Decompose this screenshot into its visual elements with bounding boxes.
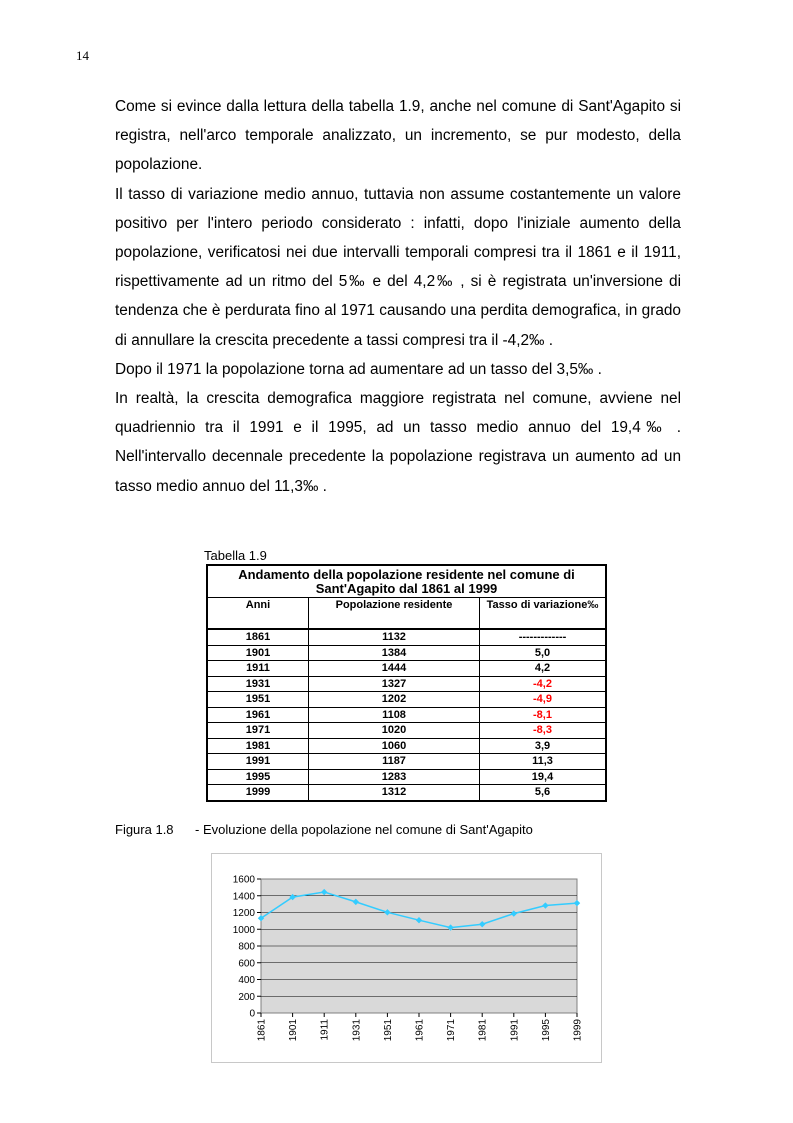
cell-anni: 1911 [207, 661, 309, 677]
x-tick-label: 1911 [319, 1019, 331, 1041]
y-tick-label: 400 [238, 975, 255, 986]
y-tick-label: 200 [238, 991, 255, 1003]
cell-anni: 1951 [207, 692, 309, 708]
figure-title: - Evoluzione della popolazione nel comune di Sant'Agapito [195, 822, 533, 837]
cell-tasso: -8,1 [480, 707, 607, 723]
cell-tasso: 4,2 [480, 661, 607, 677]
table-row [207, 661, 606, 677]
cell-anni: 1991 [207, 754, 309, 770]
table-row [207, 645, 606, 661]
paragraph: Come si evince dalla lettura della tabella 1.9, anche nel comune di Sant'Agapito si registra, nell'arco temporale analizzato, un incremento, se pur modesto, della popolazione. [115, 98, 681, 174]
table-row [207, 738, 606, 754]
y-tick-label: 1400 [232, 891, 255, 903]
cell-popolazione: 1020 [309, 723, 480, 739]
x-tick-label: 1999 [572, 1019, 584, 1042]
x-tick-label: 1931 [351, 1019, 363, 1042]
table-row [207, 692, 606, 708]
cell-tasso: -8,3 [480, 723, 607, 739]
cell-popolazione: 1384 [309, 645, 480, 661]
y-tick-label: 600 [238, 958, 255, 970]
chart-frame [211, 853, 602, 1063]
cell-anni: 1901 [207, 645, 309, 661]
x-tick-label: 1991 [509, 1019, 521, 1042]
cell-anni: 1971 [207, 723, 309, 739]
cell-tasso: 3,9 [480, 738, 607, 754]
cell-anni: 1931 [207, 676, 309, 692]
table-row [207, 676, 606, 692]
cell-anni: 1981 [207, 738, 309, 754]
x-tick-label: 1971 [446, 1019, 458, 1042]
table-caption: Tabella 1.9 [204, 548, 267, 563]
y-tick-label: 1200 [232, 908, 255, 919]
cell-anni: 1995 [207, 769, 309, 785]
cell-tasso: ------------- [480, 629, 607, 645]
cell-popolazione: 1312 [309, 785, 480, 801]
cell-popolazione: 1108 [309, 707, 480, 723]
column-header-popolazione: Popolazione residente [309, 598, 480, 630]
x-tick-label: 1901 [288, 1019, 300, 1042]
cell-tasso: 11,3 [480, 754, 607, 770]
cell-tasso: 5,0 [480, 645, 607, 661]
cell-popolazione: 1187 [309, 754, 480, 770]
cell-popolazione: 1283 [309, 769, 480, 785]
table-title: Andamento della popolazione residente nel comune di Sant'Agapito dal 1861 al 1999 [207, 565, 606, 598]
x-tick-label: 1981 [477, 1019, 489, 1042]
population-table [206, 564, 607, 802]
cell-popolazione: 1060 [309, 738, 480, 754]
paragraph: Il tasso di variazione medio annuo, tuttavia non assume costantemente un valore positivo per l'intero periodo considerato : infatti, dopo l'iniziale aumento della popolazione, verificatosi nei due intervalli temporali compresi tra il 1861 e il 1911, rispettivamente ad un ritmo del 5‰ e del 4,2‰ , si è registrata un'inversione di tendenza che è perdurata fino al 1971 causando una perdita demografica, in grado di annullare la crescita precedente a tassi compresi tra il -4,2‰ . [115, 185, 681, 349]
x-tick-label: 1861 [256, 1019, 268, 1042]
x-tick-label: 1951 [382, 1019, 394, 1042]
population-line-chart [212, 854, 601, 1062]
figure-caption [115, 822, 533, 837]
x-tick-label: 1995 [540, 1019, 552, 1042]
body-text [115, 92, 681, 501]
y-tick-label: 0 [249, 1008, 255, 1020]
table-row [207, 629, 606, 645]
table-row [207, 754, 606, 770]
paragraph: Dopo il 1971 la popolazione torna ad aumentare ad un tasso del 3,5‰ . [115, 360, 602, 378]
cell-popolazione: 1202 [309, 692, 480, 708]
table-row [207, 769, 606, 785]
x-tick-label: 1961 [414, 1019, 426, 1042]
cell-popolazione: 1444 [309, 661, 480, 677]
column-header-tasso: Tasso di variazione‰ [480, 598, 607, 630]
y-tick-label: 1600 [232, 874, 255, 886]
table-body [207, 629, 606, 801]
y-tick-label: 1000 [232, 924, 255, 936]
cell-tasso: 5,6 [480, 785, 607, 801]
paragraph: In realtà, la crescita demografica maggiore registrata nel comune, avviene nel quadriennio tra il 1991 e il 1995, ad un tasso medio annuo del 19,4‰ . Nell'intervallo decennale precedente la popolazione registrava un aumento ad un tasso medio annuo del 11,3‰ . [115, 390, 681, 495]
cell-anni: 1999 [207, 785, 309, 801]
cell-popolazione: 1327 [309, 676, 480, 692]
table-row [207, 785, 606, 801]
cell-anni: 1861 [207, 629, 309, 645]
cell-popolazione: 1132 [309, 629, 480, 645]
cell-tasso: -4,2 [480, 676, 607, 692]
table-row [207, 723, 606, 739]
y-tick-label: 800 [238, 941, 255, 953]
cell-anni: 1961 [207, 707, 309, 723]
table-row [207, 707, 606, 723]
cell-tasso: -4,9 [480, 692, 607, 708]
cell-tasso: 19,4 [480, 769, 607, 785]
column-header-anni: Anni [207, 598, 309, 630]
figure-number: Figura 1.8 [115, 822, 174, 837]
page-number: 14 [76, 48, 89, 63]
